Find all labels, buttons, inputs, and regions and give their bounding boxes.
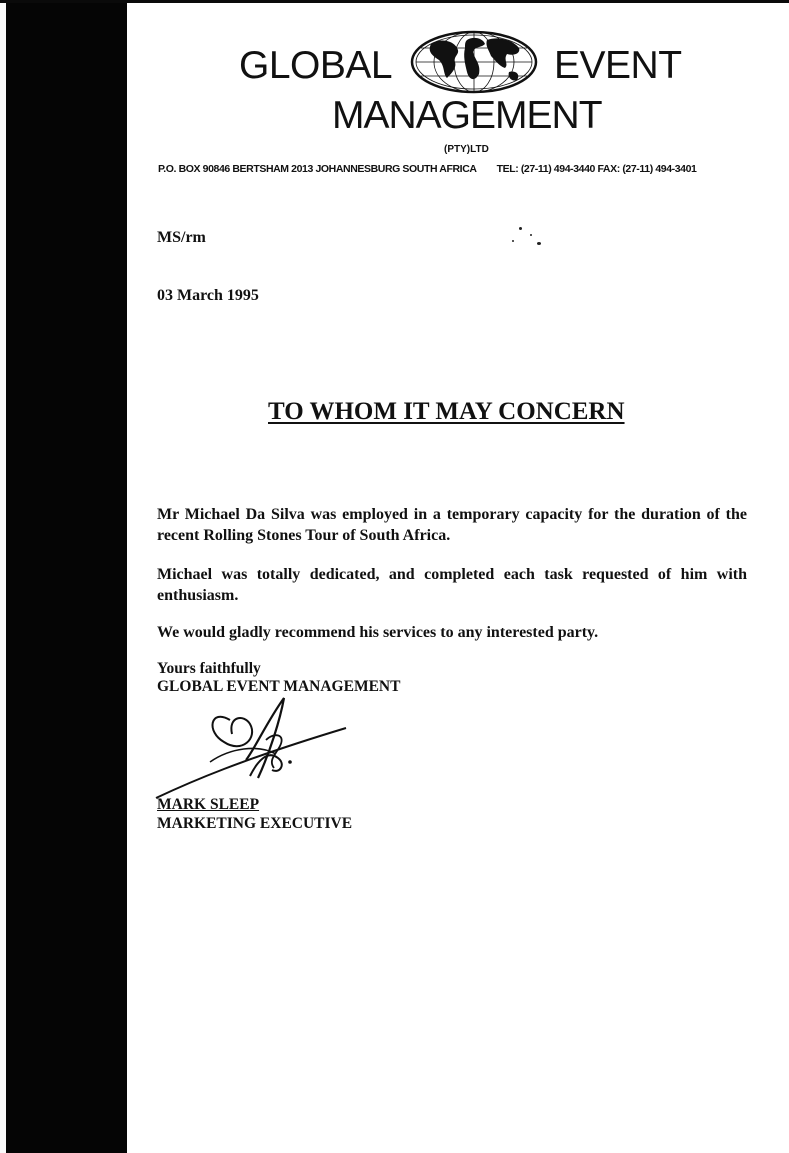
body-paragraph: We would gladly recommend his services to any interested party. <box>157 624 599 641</box>
signature-icon <box>150 690 360 808</box>
scan-speck <box>512 240 514 242</box>
reference-code: MS/rm <box>157 229 206 246</box>
signer-title: MARKETING EXECUTIVE <box>157 815 353 832</box>
scan-speck <box>530 234 532 236</box>
brand-name-event: EVENT <box>554 44 682 87</box>
scan-speck <box>537 242 541 245</box>
scan-speck <box>519 227 522 230</box>
brand-name-management: MANAGEMENT <box>332 94 602 137</box>
body-paragraph: Mr Michael Da Silva was employed in a temporary capacity for the duration of the recent Rolling Stones Tour of South Africa. <box>157 506 747 544</box>
globe-icon <box>409 30 539 94</box>
scan-shadow-bar <box>0 0 127 1153</box>
contact-numbers: TEL: (27-11) 494-3440 FAX: (27-11) 494-3401 <box>496 163 697 175</box>
scan-edge <box>0 0 6 1153</box>
address-line <box>158 163 697 175</box>
complimentary-close: Yours faithfully <box>157 660 261 677</box>
closing-company: GLOBAL EVENT MANAGEMENT <box>157 678 401 695</box>
brand-name-global: GLOBAL <box>239 44 393 87</box>
company-suffix: (PTY)LTD <box>444 144 489 155</box>
postal-address: P.O. BOX 90846 BERTSHAM 2013 JOHANNESBURG SOUTH AFRICA <box>158 163 477 175</box>
letterhead <box>127 0 789 200</box>
letter-heading: TO WHOM IT MAY CONCERN <box>268 398 625 425</box>
letter-date: 03 March 1995 <box>157 287 259 304</box>
body-paragraph: Michael was totally dedicated, and completed each task requested of him with enthusiasm. <box>157 566 747 604</box>
signer-name: MARK SLEEP <box>157 796 260 813</box>
